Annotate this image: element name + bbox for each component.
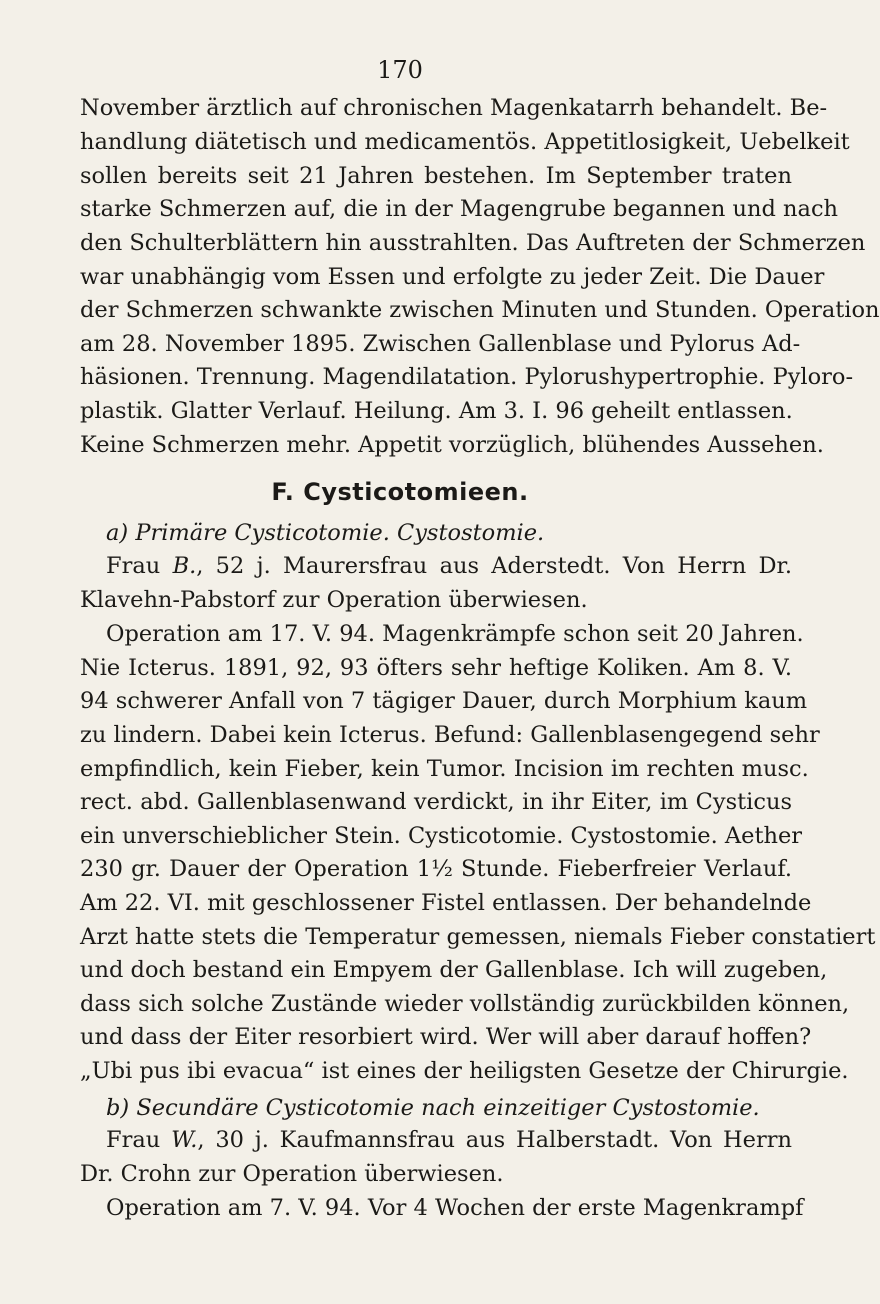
text-line: zu lindern. Dabei kein Icterus. Befund: Gallenblasengegend sehr [80, 722, 820, 748]
text-line: Operation am 17. V. 94. Magenkrämpfe schon seit 20 Jahren. [106, 621, 804, 647]
case-b-intro-rest: , 30 j. Kaufmannsfrau aus Halberstadt. Von Herrn [197, 1127, 792, 1153]
text-line: Nie Icterus. 1891, 92, 93 öfters sehr heftige Koliken. Am 8. V. [80, 655, 792, 681]
text-line: November ärztlich auf chronischen Magenkatarrh behandelt. Be- [80, 95, 828, 121]
text-line: der Schmerzen schwankte zwischen Minuten und Stunden. Operation [80, 297, 880, 323]
text-line: Operation am 7. V. 94. Vor 4 Wochen der erste Magenkrampf [106, 1195, 804, 1221]
subsection-heading-a: a) Primäre Cysticotomie. Cystostomie. [106, 520, 545, 546]
case-b-frau: Frau [106, 1127, 161, 1153]
text-line: dass sich solche Zustände wieder vollständig zurückbilden können, [80, 991, 850, 1017]
section-heading: F. Cysticotomieen. [271, 478, 529, 506]
case-b-initial: W. [171, 1127, 198, 1153]
text-line: ein unverschieblicher Stein. Cysticotomie. Cystostomie. Aether [80, 823, 803, 849]
text-line: und dass der Eiter resorbiert wird. Wer will aber darauf hoffen? [80, 1024, 812, 1050]
case-a-frau: Frau [106, 553, 161, 579]
text-line: 230 gr. Dauer der Operation 1½ Stunde. Fieberfreier Verlauf. [80, 856, 792, 882]
text-line: empfindlich, kein Fieber, kein Tumor. Incision im rechten musc. [80, 756, 809, 782]
text-line: starke Schmerzen auf, die in der Magengrube begannen und nach [80, 196, 839, 222]
case-a-initial: B. [172, 553, 197, 579]
text-line: „Ubi pus ibi evacua“ ist eines der heiligsten Gesetze der Chirurgie. [80, 1058, 849, 1084]
case-b-intro-line [106, 1129, 792, 1152]
subsection-heading-b: b) Secundäre Cysticotomie nach einzeitiger Cystostomie. [106, 1095, 760, 1121]
text-line: Arzt hatte stets die Temperatur gemessen, niemals Fieber constatiert [80, 924, 876, 950]
case-a-intro-line [106, 555, 792, 578]
text-line: 94 schwerer Anfall von 7 tägiger Dauer, durch Morphium kaum [80, 688, 808, 714]
text-line: und doch bestand ein Empyem der Gallenblase. Ich will zugeben, [80, 957, 828, 983]
page-number: 170 [377, 56, 423, 84]
text-line: plastik. Glatter Verlauf. Heilung. Am 3. I. 96 geheilt entlassen. [80, 398, 793, 424]
text-line: handlung diätetisch und medicamentös. Appetitlosigkeit, Uebelkeit [80, 129, 850, 155]
text-line: am 28. November 1895. Zwischen Gallenblase und Pylorus Ad- [80, 331, 801, 357]
text-line: war unabhängig vom Essen und erfolgte zu jeder Zeit. Die Dauer [80, 264, 825, 290]
text-line: Klavehn-Pabstorf zur Operation überwiesen. [80, 587, 588, 613]
text-line: sollen bereits seit 21 Jahren bestehen. Im September traten [80, 163, 792, 189]
text-line: Keine Schmerzen mehr. Appetit vorzüglich, blühendes Aussehen. [80, 432, 824, 458]
text-line: häsionen. Trennung. Magendilatation. Pylorushypertrophie. Pyloro- [80, 364, 854, 390]
text-line: den Schulterblättern hin ausstrahlten. Das Auftreten der Schmerzen [80, 230, 866, 256]
text-line: rect. abd. Gallenblasenwand verdickt, in ihr Eiter, im Cysticus [80, 789, 792, 815]
text-line: Am 22. VI. mit geschlossener Fistel entlassen. Der behandelnde [80, 890, 812, 916]
text-line: Dr. Crohn zur Operation überwiesen. [80, 1161, 504, 1187]
case-a-intro-rest: , 52 j. Maurersfrau aus Aderstedt. Von Herrn Dr. [196, 553, 792, 579]
